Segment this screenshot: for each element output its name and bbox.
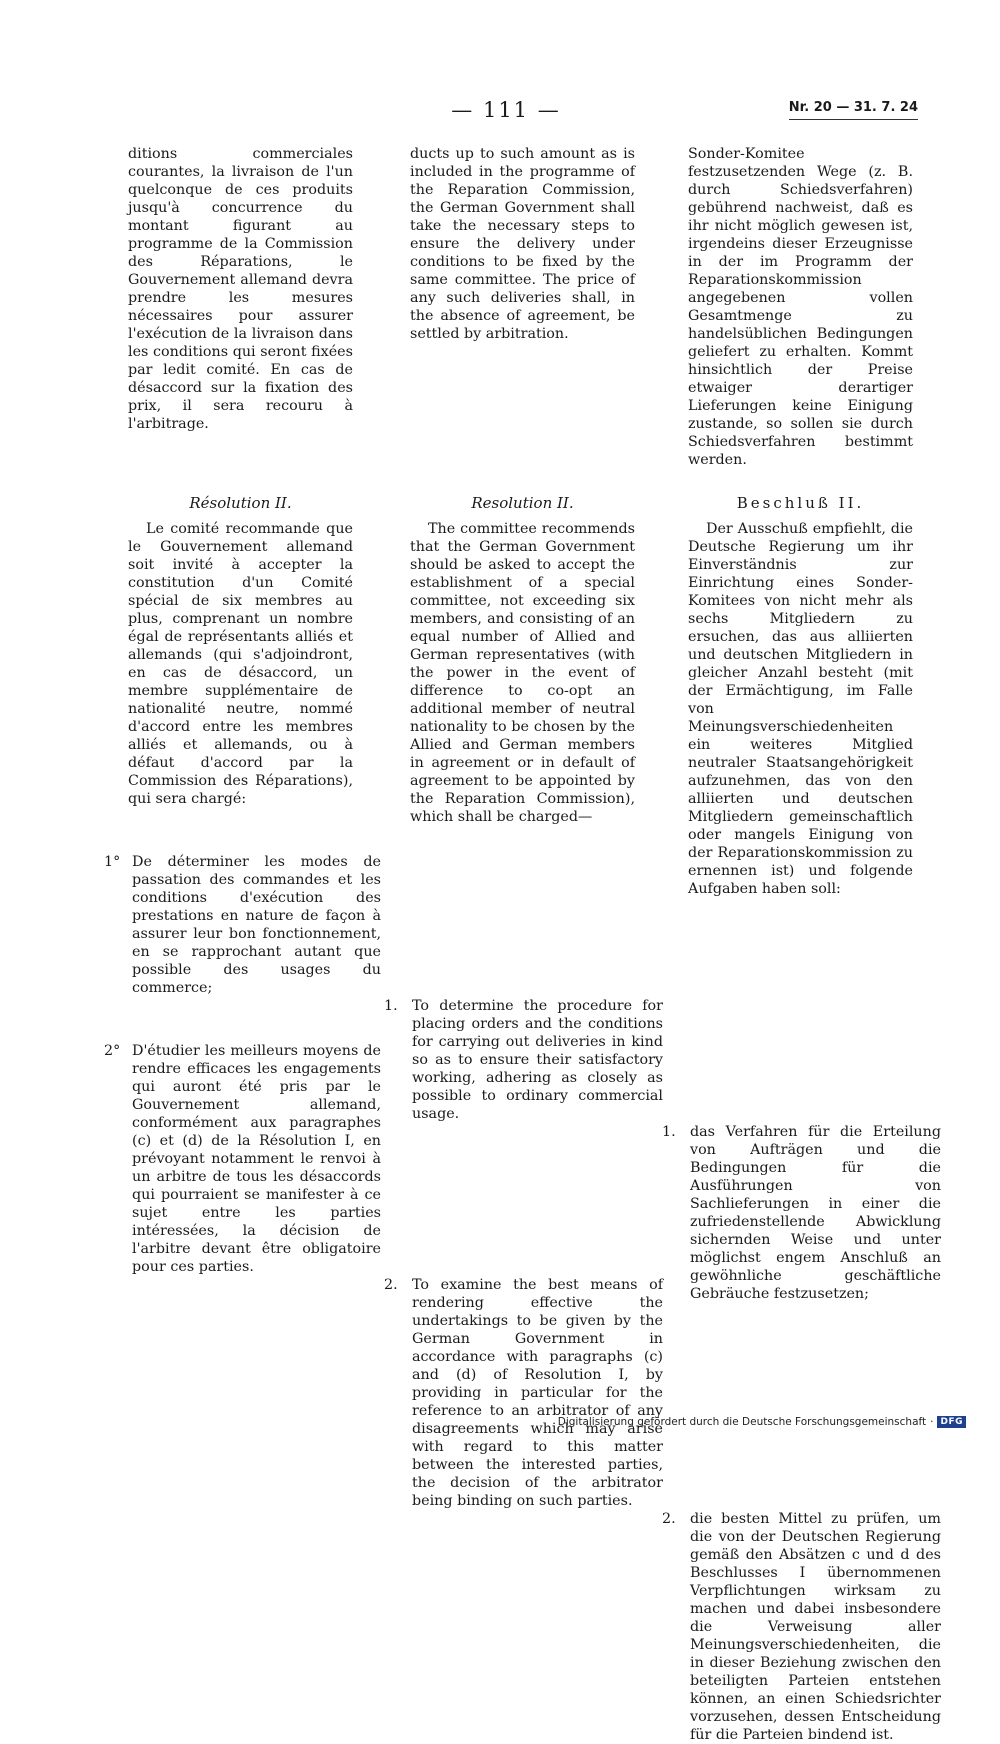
- item-2-french-text: D'étudier les meilleurs moyens de rendre efficaces les engagements qui auront été pris par le Gouvernement allemand, conformément aux paragraphes (c) et (d) de la Résolution I, en prévoyant notamment le renvoi à un arbitre de tous les désaccords qui pourraient se manifester à ce sujet entre les parties intéressées, la décision de l'arbitre devant être obligatoire pour ces parties.: [132, 1043, 381, 1275]
- item-2-german-text: die besten Mittel zu prüfen, um die von der Deutschen Regierung gemäß den Absätzen c und d des Beschlusses I übernommenen Verpflichtungen wirksam zu machen und dabei insbesondere die Verweisung aller Meinungsverschiedenheiten, die in dieser Beziehung zwischen den beteiligten Parteien entstehen können, an einen Schiedsrichter vorzusehen, dessen Entscheidung für die Parteien bindend ist.: [690, 1511, 941, 1743]
- dfg-logo-icon: DFG: [937, 1416, 966, 1428]
- item-2-block: [0, 1042, 1000, 1744]
- item-1-french: [104, 853, 381, 997]
- resolution-french-title: Résolution II.: [189, 494, 292, 512]
- item-1-french-number: 1°: [104, 854, 121, 870]
- item-1-english-number: 1.: [384, 998, 398, 1014]
- resolution-english-column: [410, 494, 635, 826]
- item-2-english-text: To examine the best means of rendering effective the undertakings to be given by the German Government in accordance with paragraphs (c) and (d) of Resolution I, by providing in particular for the reference to an arbitrator of any disagreements which may arise with regard to this matter between the interested parties, the decision of the arbitrator being binding on such parties.: [412, 1277, 663, 1509]
- resolution-german-title: Beschluß II.: [736, 494, 865, 512]
- item-2-french-number: 2°: [104, 1043, 121, 1059]
- page-number: — 111 —: [451, 98, 561, 122]
- item-2-english-number: 2.: [384, 1277, 398, 1293]
- item-1-french-text: De déterminer les modes de passation des commandes et les conditions d'exécution des prestations en nature de façon à assurer leur bon fonctionnement, en se rapprochant autant que possible des usages du commerce;: [132, 854, 381, 996]
- resolution-french-column: [128, 494, 353, 808]
- page-header: [0, 98, 1000, 122]
- item-2-french: [104, 1042, 381, 1276]
- item-1-english-text: To determine the procedure for placing orders and the conditions for carrying out deliveries in kind so as to ensure their satisfactory working, adhering as closely as possible to ordinary commercial usage.: [412, 998, 663, 1122]
- footer-text: Digitalisierung gefördert durch die Deutsche Forschungsgemeinschaft: [557, 1416, 927, 1428]
- resolution-english-text: The committee recommends that the German Government should be asked to accept the establishment of a special committee, not exceeding six members, and consisting of an equal number of Allied and German representatives (with the power in the event of difference to co-opt an additional member of neutral nationality to be chosen by the Allied and German members in agreement or in default of agreement to be appointed by the Reparation Commission), which shall be charged—: [410, 521, 635, 825]
- item-1-german-text: das Verfahren für die Erteilung von Aufträgen und die Bedingungen für die Ausführungen von Sachlieferungen in einer die zufriedenstellende Abwicklung sichernden Weise und unter möglichst engem Anschluß an gewöhnliche geschäftliche Gebräuche festzusetzen;: [690, 1124, 941, 1302]
- item-2-german-number: 2.: [662, 1511, 676, 1527]
- intro-english: ducts up to such amount as is included in the programme of the Reparation Commission, the German Government shall take the necessary steps to ensure the delivery under conditions to be fixed by the same committee. The price of any such deliveries shall, in the absence of agreement, be settled by arbitration.: [410, 146, 635, 342]
- intro-french: ditions commerciales courantes, la livraison de l'un quelconque de ces produits jusqu'à concurrence du montant figurant au programme de la Commission des Réparations, le Gouvernement allemand devra prendre les mesures nécessaires pour assurer l'exécution de la livraison dans les conditions qui seront fixées par ledit comité. En cas de désaccord sur la fixation des prix, il sera recouru à l'arbitrage.: [128, 146, 353, 432]
- resolution-english-title: Resolution II.: [471, 494, 574, 512]
- item-2-german: [662, 1510, 941, 1744]
- item-2-english: [384, 1276, 663, 1510]
- digitization-footer: Digitalisierung gefördert durch die Deutsche Forschungsgemeinschaft · DFG: [558, 1416, 966, 1428]
- intro-german: Sonder-Komitee festzusetzenden Wege (z. B. durch Schiedsverfahren) gebührend nachweist, daß es ihr nicht möglich gewesen ist, irgendeins dieser Erzeugnisse in der im Programm der Reparationskommission angegebenen vollen Gesamtmenge zu handelsüblichen Bedingungen geliefert zu erhalten. Kommt hinsichtlich der Preise etwaiger derartiger Lieferungen keine Einigung zustande, so sollen sie durch Schiedsverfahren bestimmt werden.: [688, 146, 913, 468]
- issue-reference: Nr. 20 — 31. 7. 24: [789, 100, 918, 120]
- resolution-german-text: Der Ausschuß empfiehlt, die Deutsche Regierung um ihr Einverständnis zur Einrichtung eines Sonder-Komitees von nicht mehr als sechs Mitgliedern zu ersuchen, das aus alliierten und deutschen Mitgliedern in gleicher Anzahl besteht (mit der Ermächtigung, im Falle von Meinungsverschiedenheiten ein weiteres Mitglied neutraler Staatsangehörigkeit aufzunehmen, das von den alliierten und deutschen Mitgliedern gemeinschaftlich oder mangels Einigung von der Reparationskommission zu ernennen ist) und folgende Aufgaben haben soll:: [688, 521, 913, 897]
- item-1-german-number: 1.: [662, 1124, 676, 1140]
- resolution-german-column: [688, 494, 913, 898]
- resolution-french-text: Le comité recommande que le Gouvernement allemand soit invité à accepter la constitution d'un Comité spécial de six membres au plus, comprenant un nombre égal de représentants alliés et allemands (qui s'adjoindront, en cas de désaccord, un membre supplémentaire de nationalité neutre, nommé d'accord entre les membres alliés et allemands, ou à défaut d'accord par la Commission des Réparations), qui sera chargé:: [128, 521, 353, 807]
